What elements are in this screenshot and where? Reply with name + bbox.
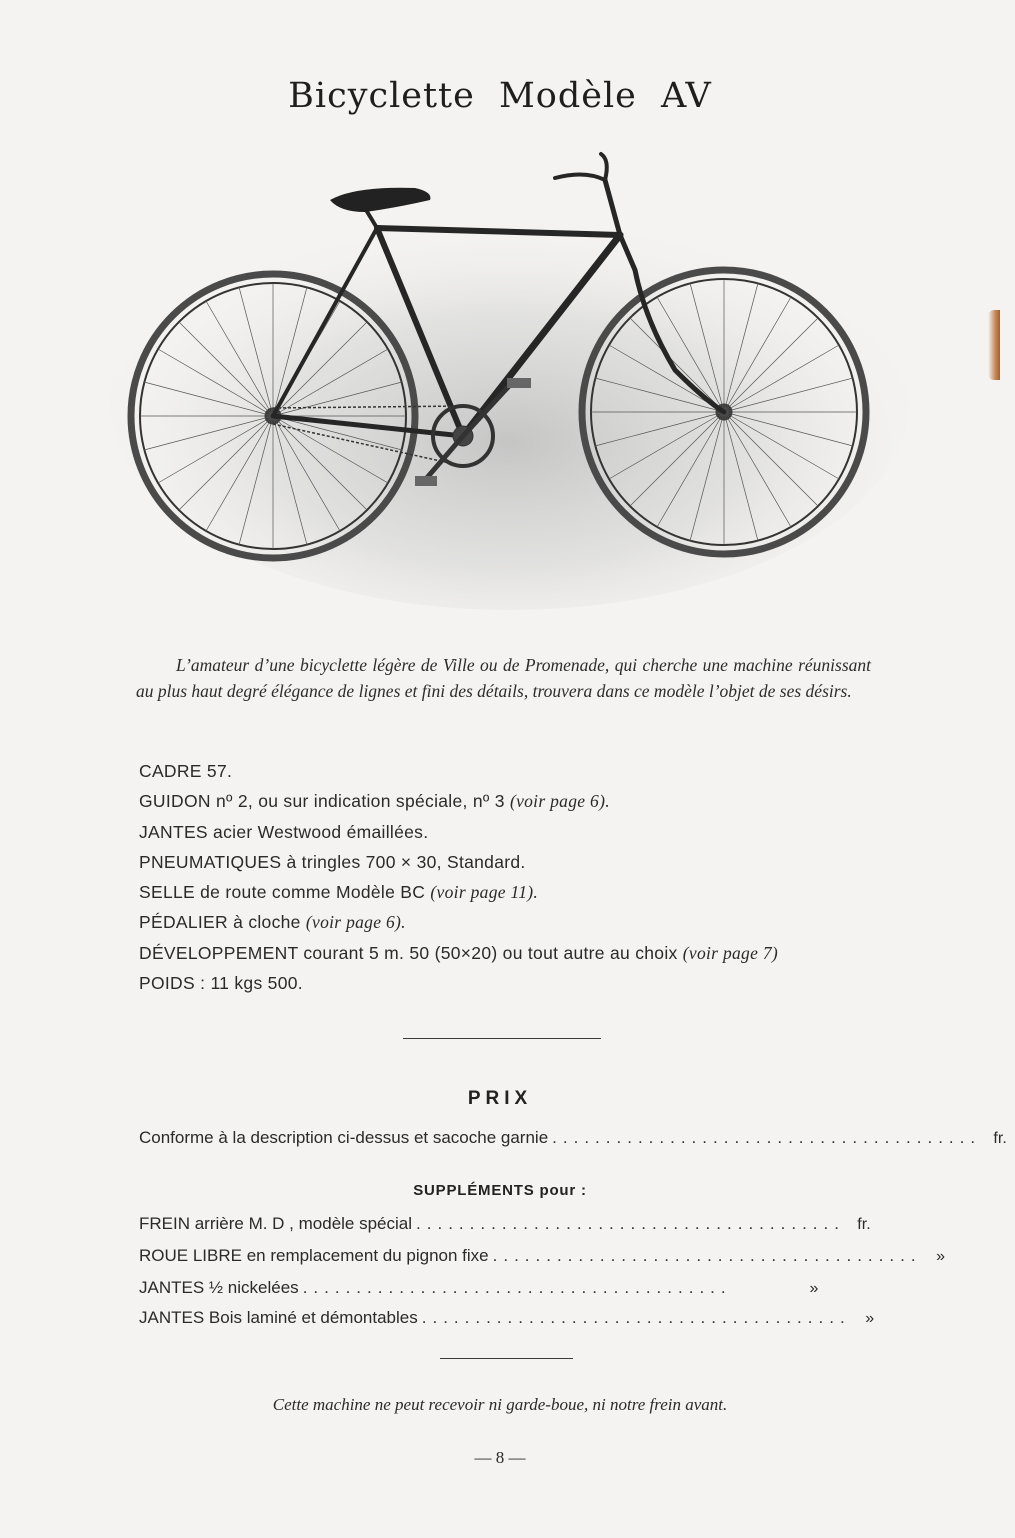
spec-jantes [139,817,879,847]
spec-text: CADRE 57. [139,761,233,781]
price-label: Conforme à la description ci-dessus et sacoche garnie [139,1128,549,1147]
dot-leader: ........................................ [421,1308,851,1327]
bicycle-illustration [115,150,905,600]
intro-paragraph [136,652,871,704]
supplement-label: JANTES Bois laminé et démontables [139,1308,418,1327]
spec-pneumatiques [139,847,879,877]
price-unit: fr. [993,1130,1007,1147]
spec-page-reference: (voir page 7) [682,942,779,963]
spec-text: PÉDALIER à cloche [139,912,301,933]
spec-text: GUIDON nº 2, ou sur indication spéciale, nº 3 [139,791,505,812]
spec-text: PNEUMATIQUES à tringles 700 × 30, Standard. [139,851,526,872]
prix-heading: PRIX [467,1088,533,1109]
supplement-row [139,1214,871,1234]
spec-page-reference: (voir page 6). [509,791,610,812]
supplement-row [139,1246,946,1266]
spec-text: POIDS : 11 kgs 500. [139,973,303,994]
spec-developpement [139,938,879,968]
spec-cadre [139,756,879,786]
supplement-unit: » [809,1280,819,1297]
footer-note: Cette machine ne peut recevoir ni garde-boue, ni notre frein avant. [272,1395,728,1414]
specifications-list [139,756,879,998]
page-number: — 8 — [474,1448,526,1467]
spec-poids [139,968,879,998]
section-divider [440,1358,573,1359]
spec-selle [139,877,879,907]
supplement-unit: » [865,1310,875,1327]
dot-leader: ........................................ [302,1278,732,1297]
spec-text: SELLE de route comme Modèle BC [139,882,426,903]
spec-page-reference: (voir page 6). [305,912,406,933]
supplement-row [139,1308,875,1328]
supplements-heading: SUPPLÉMENTS pour : [413,1182,587,1199]
dot-leader: ........................................ [552,1128,982,1147]
intro-text: L’amateur d’une bicyclette légère de Ville ou de Promenade, qui cherche une machine réunissant au plus haut degré élégance de lignes et fini des détails, trouvera dans ce modèle l’objet de ses désirs. [136,655,871,701]
supplement-label: JANTES ½ nickelées [139,1278,299,1297]
page-title: Bicyclette Modèle AV [288,76,712,116]
spec-pedalier [139,907,879,937]
page-edge-stain [988,310,1000,380]
spec-text: JANTES acier Westwood émaillées. [139,821,429,842]
supplement-row [139,1278,829,1298]
spec-guidon [139,786,879,816]
supplement-label: FREIN arrière M. D , modèle spécial [139,1214,413,1233]
spec-text: DÉVELOPPEMENT courant 5 m. 50 (50×20) ou tout autre au choix [139,942,678,963]
dot-leader: ........................................ [492,1246,922,1265]
supplement-label: ROUE LIBRE en remplacement du pignon fixe [139,1246,489,1265]
dot-leader: ........................................ [416,1214,845,1233]
section-divider [403,1038,601,1039]
spec-page-reference: (voir page 11). [430,882,539,903]
price-row-base [139,1128,1007,1148]
supplement-unit: fr. [857,1216,871,1233]
supplement-unit: » [936,1248,946,1265]
